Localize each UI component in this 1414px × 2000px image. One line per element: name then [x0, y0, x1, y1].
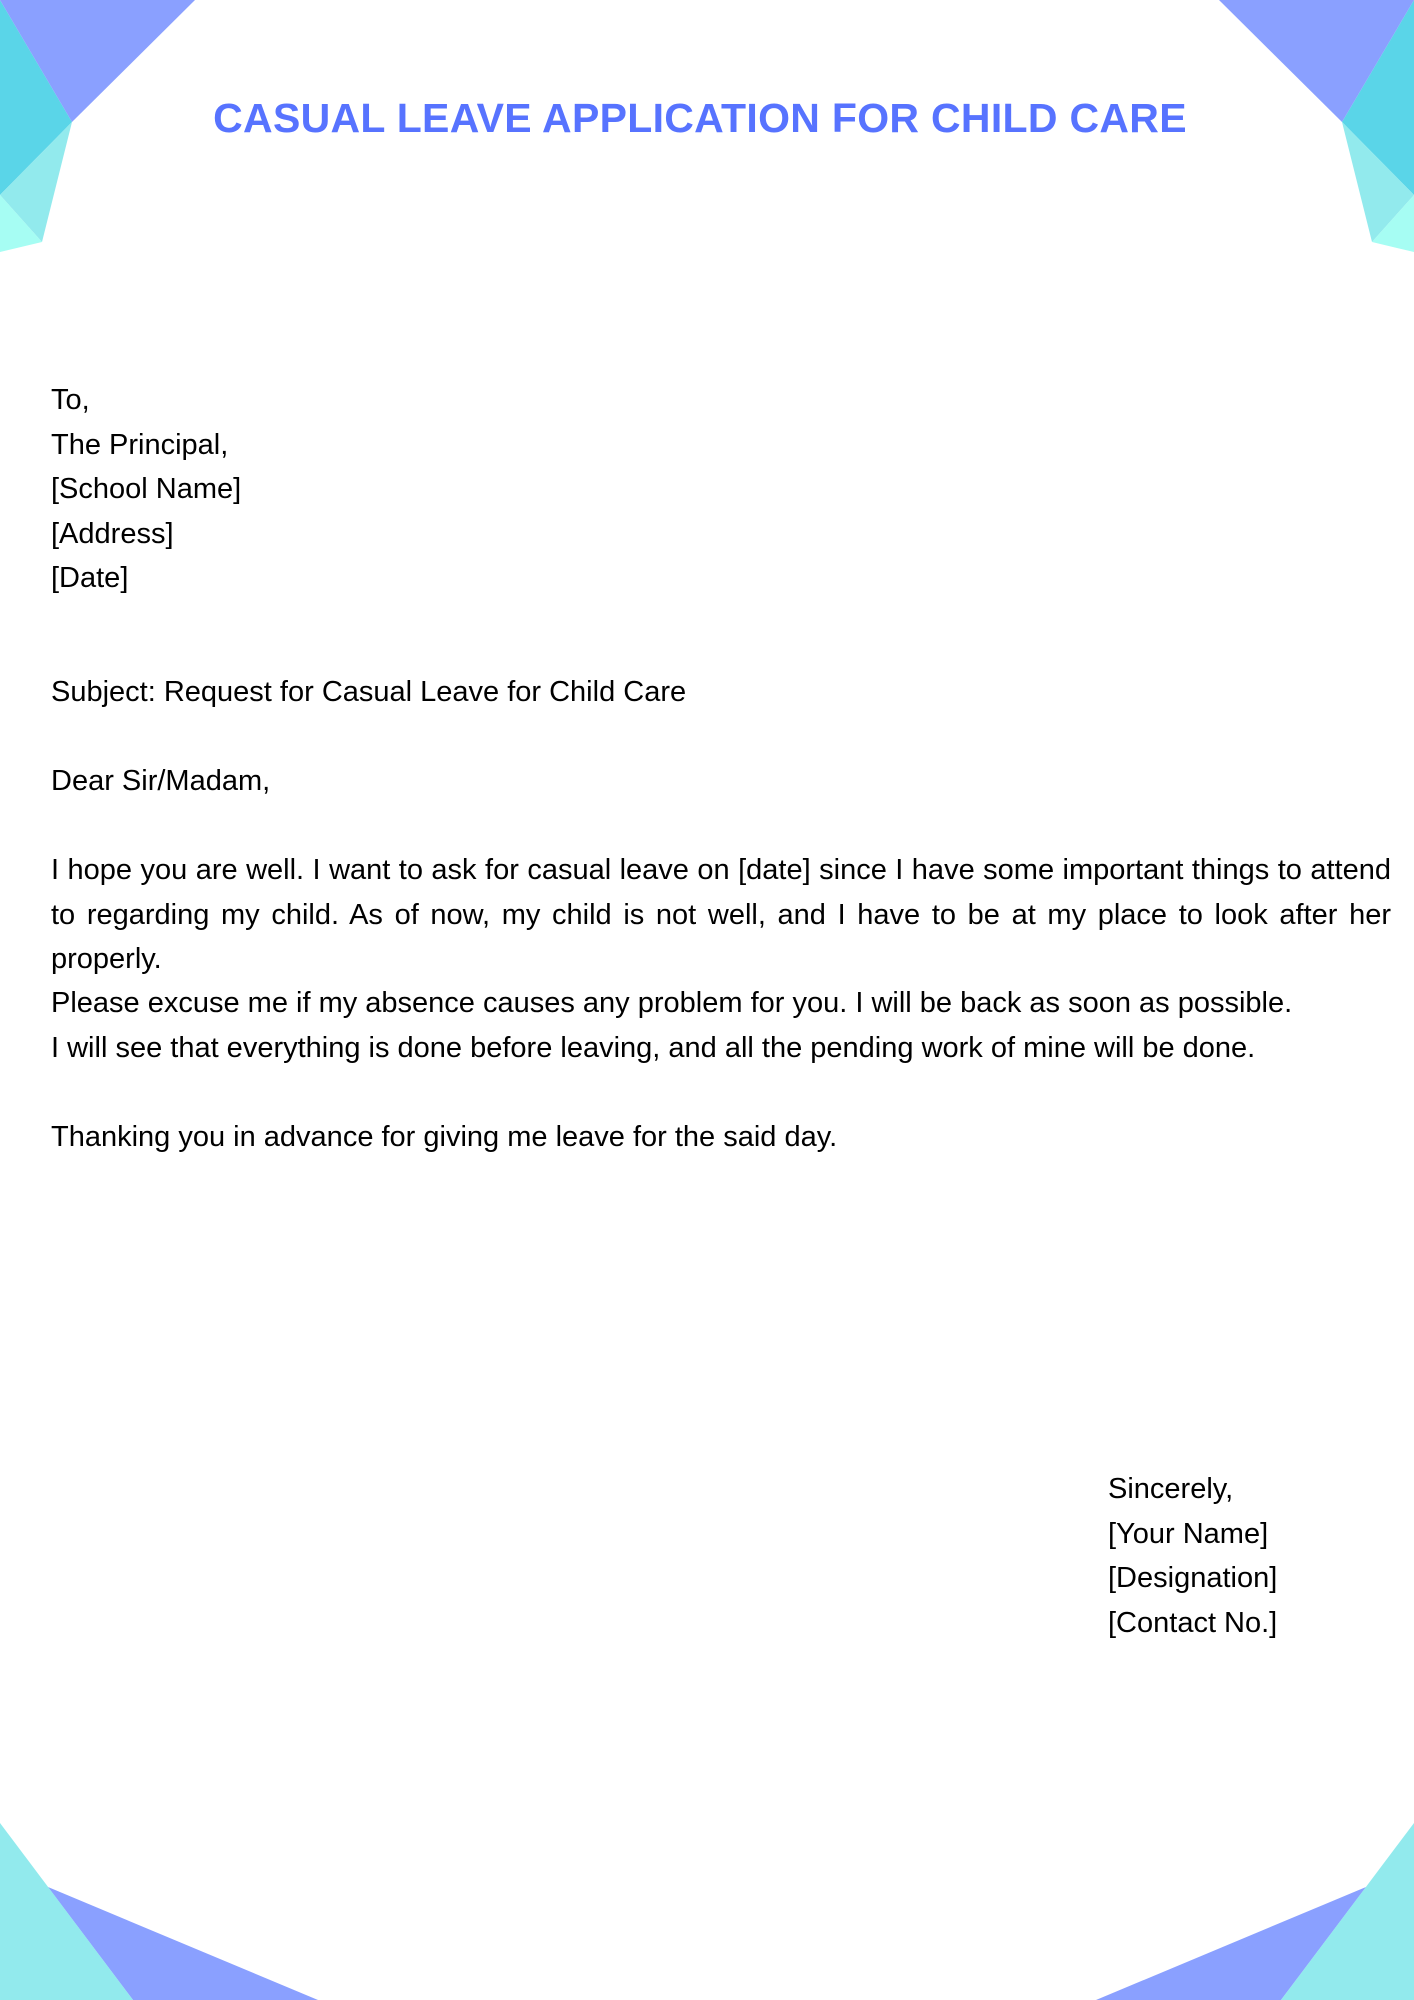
- closing-line: Thanking you in advance for giving me leave for the said day.: [51, 1121, 838, 1153]
- signature-name: [Your Name]: [1108, 1517, 1269, 1550]
- body-line-pending-work: I will see that everything is done before leaving, and all the pending work of mine will be done.: [51, 1032, 1256, 1064]
- signature-block: [1108, 1467, 1277, 1645]
- recipient-line-date: [Date]: [51, 562, 129, 594]
- body-line-apology: Please excuse me if my absence causes any problem for you. I will be back as soon as possible.: [51, 987, 1293, 1019]
- recipient-line-title: The Principal,: [51, 428, 229, 461]
- subject-line: Subject: Request for Casual Leave for Child Care: [51, 676, 687, 708]
- bottom-left-corner-decoration: [0, 1823, 318, 2000]
- bottom-right-corner-decoration: [1096, 1823, 1414, 2000]
- signature-designation: [Designation]: [1108, 1562, 1278, 1594]
- recipient-address-block: [51, 378, 241, 601]
- recipient-line-to: To,: [51, 384, 90, 416]
- recipient-line-school-name: [School Name]: [51, 473, 242, 505]
- recipient-line-address: [Address]: [51, 517, 174, 550]
- document-title: CASUAL LEAVE APPLICATION FOR CHILD CARE: [213, 95, 1187, 141]
- signature-sign-off: Sincerely,: [1108, 1473, 1234, 1505]
- signature-contact: [Contact No.]: [1108, 1606, 1278, 1639]
- body-paragraph: I hope you are well. I want to ask for casual leave on [date] since I have some important things to attend to regarding my child. As of now, my child is not well, and I have to be at my place to look after her properly.: [51, 854, 1391, 975]
- salutation: Dear Sir/Madam,: [51, 765, 271, 797]
